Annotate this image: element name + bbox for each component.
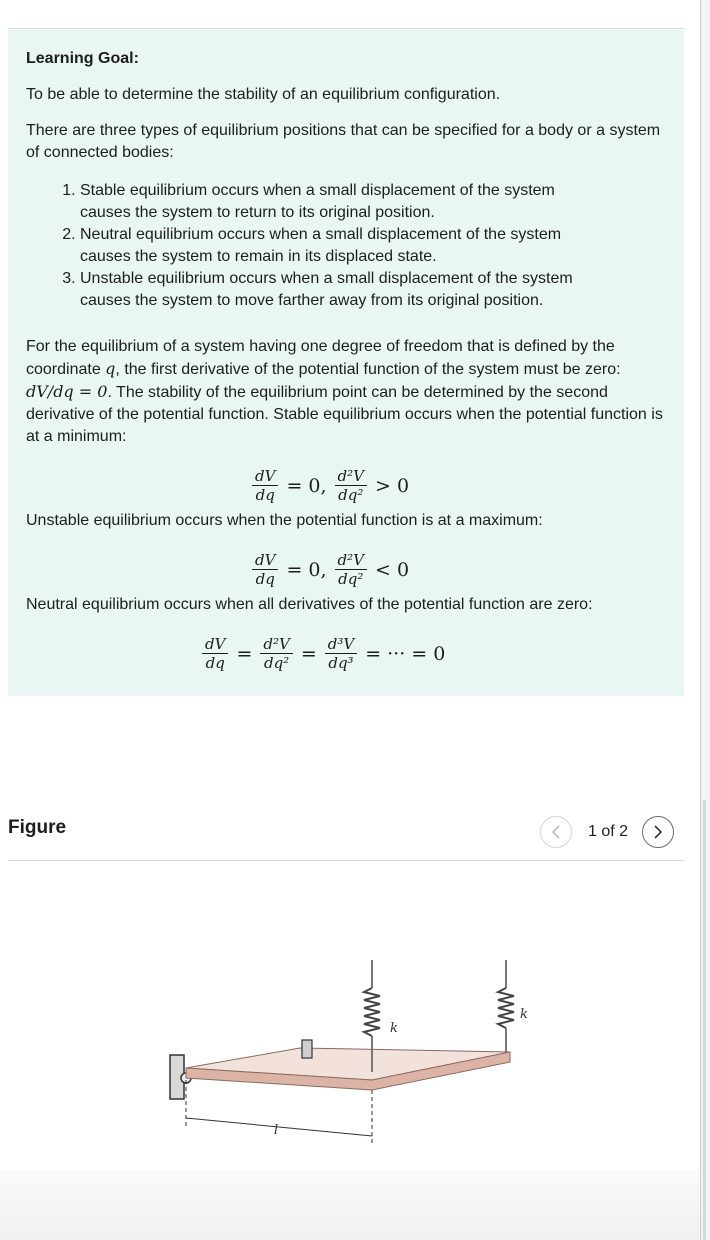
eq-operator: =: [236, 642, 253, 665]
bottom-panel: [0, 1170, 700, 1240]
spring-plate-figure: [150, 940, 550, 1170]
figure-divider: [8, 860, 684, 861]
figure-counter: 1 of 2: [588, 823, 629, 840]
unstable-equation: [248, 552, 413, 587]
list-item: 3. Unstable equilibrium occurs when a small displacement of the system causes the system to move farther away from its original position.: [80, 268, 610, 312]
scrollbar-thumb[interactable]: [703, 800, 706, 1240]
neutral-equation: [198, 636, 449, 671]
eq-numerator: d²V: [260, 636, 292, 654]
eq-operator: < 0: [374, 558, 410, 581]
spring-coil: [498, 988, 514, 1028]
equilibrium-types-list: [38, 180, 610, 312]
eq-denominator: dq³: [328, 654, 354, 672]
goal-intro: To be able to determine the stability of an equilibrium configuration.: [26, 86, 501, 103]
stable-equation: [248, 468, 413, 503]
scrollbar-track[interactable]: [700, 0, 710, 1240]
first-derivative-paragraph: [26, 336, 670, 448]
eq-numerator: d²V: [335, 468, 367, 486]
spring-coil: [364, 988, 380, 1036]
paragraph-text: , the first derivative of the potential function of the system must be zero:: [115, 361, 621, 378]
spring-label: k: [390, 1021, 398, 1036]
eq-operator: > 0: [374, 474, 410, 497]
figure-title: Figure: [8, 817, 67, 838]
list-item: 1. Stable equilibrium occurs when a small displacement of the system causes the system to return to its original position.: [80, 180, 610, 224]
eq-denominator: dq²: [263, 654, 290, 672]
equilibrium-types-text: There are three types of equilibrium positions that can be specified for a body or a system of connected bodies:: [26, 122, 661, 161]
chevron-right-icon: [653, 825, 663, 839]
length-label: l: [274, 1123, 279, 1138]
eq-operator: = 0,: [286, 474, 327, 497]
eq-numerator: dV: [252, 468, 278, 486]
figure-pager: [540, 816, 674, 848]
dimension-line: [186, 1118, 372, 1136]
eq-operator: =: [300, 642, 317, 665]
eq-numerator: d³V: [325, 636, 357, 654]
eq-denominator: dq: [255, 570, 275, 588]
previous-figure-button[interactable]: [540, 816, 572, 848]
eq-denominator: dq: [255, 486, 275, 504]
coordinate-q: q: [105, 359, 116, 378]
spring-label: k: [520, 1007, 528, 1022]
learning-goal-heading: Learning Goal:: [26, 50, 139, 67]
next-figure-button[interactable]: [642, 816, 674, 848]
paragraph-text: For the equilibrium of a system having one degree of freedom that is defined by the coordinate: [26, 338, 615, 378]
eq-denominator: dq: [205, 654, 225, 672]
eq-numerator: dV: [202, 636, 228, 654]
dvdq-zero: dV/dq = 0: [26, 382, 108, 401]
eq-numerator: d²V: [335, 552, 367, 570]
eq-operator: = ··· = 0: [365, 642, 446, 665]
neutral-text: Neutral equilibrium occurs when all derivatives of the potential function are zero:: [26, 596, 593, 613]
chevron-left-icon: [551, 825, 561, 839]
unstable-text: Unstable equilibrium occurs when the potential function is at a maximum:: [26, 512, 543, 529]
eq-denominator: dq²: [338, 486, 364, 504]
paragraph-text: . The stability of the equilibrium point can be determined by the second derivative of the potential function. Stable equilibrium occurs when the potential function is at a minimum:: [26, 384, 663, 445]
list-item: 2. Neutral equilibrium occurs when a small displacement of the system causes the system to remain in its displaced state.: [80, 224, 610, 268]
eq-numerator: dV: [252, 552, 278, 570]
eq-operator: = 0,: [286, 558, 327, 581]
learning-goal-panel: [8, 30, 684, 696]
top-divider: [8, 28, 684, 29]
plate-bracket: [302, 1040, 312, 1058]
eq-denominator: dq²: [338, 570, 364, 588]
